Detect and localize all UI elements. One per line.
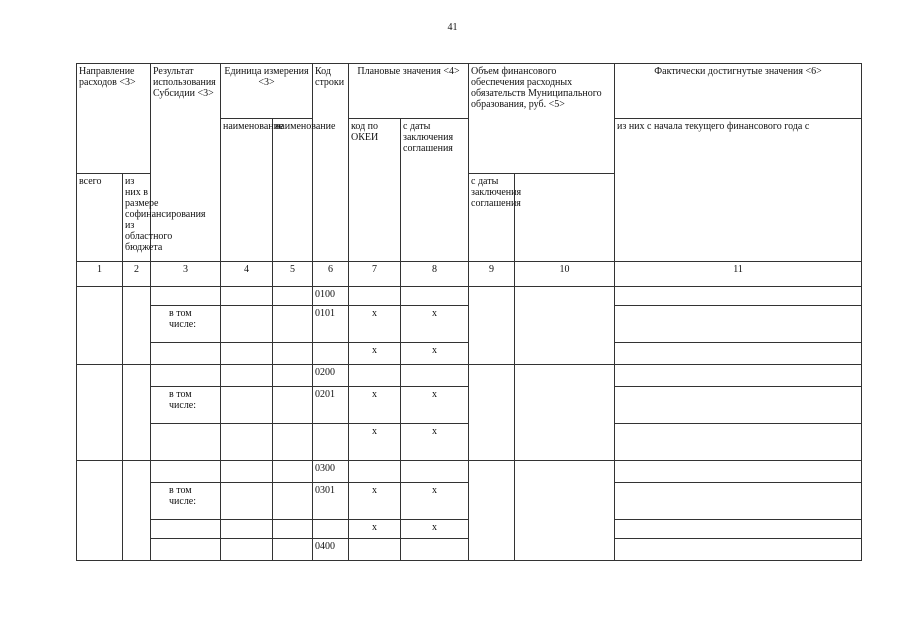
row-code: 0201 bbox=[313, 387, 349, 424]
okei-code-subheader: код по ОКЕИ bbox=[349, 119, 401, 262]
x-mark: х bbox=[401, 306, 469, 343]
table-cell bbox=[123, 461, 151, 561]
table-cell bbox=[77, 461, 123, 561]
col-code-row-header: Код строки bbox=[313, 64, 349, 262]
row-code: 0400 bbox=[313, 539, 349, 561]
col-num: 3 bbox=[151, 262, 221, 287]
table-cell bbox=[273, 306, 313, 343]
table-cell bbox=[469, 287, 515, 365]
table-cell bbox=[615, 343, 862, 365]
table-cell bbox=[615, 306, 862, 343]
table-row bbox=[77, 461, 862, 483]
col-num: 8 bbox=[401, 262, 469, 287]
table-cell bbox=[221, 520, 273, 539]
col-unit-header: Единица измерения <3> bbox=[221, 64, 313, 119]
table-cell bbox=[221, 461, 273, 483]
table-cell bbox=[273, 520, 313, 539]
table-cell bbox=[77, 365, 123, 461]
table-cell bbox=[401, 539, 469, 561]
table-cell bbox=[221, 387, 273, 424]
x-mark: х bbox=[401, 520, 469, 539]
table-cell bbox=[221, 365, 273, 387]
table-cell bbox=[349, 365, 401, 387]
table-cell bbox=[313, 520, 349, 539]
x-mark: х bbox=[349, 520, 401, 539]
table-cell bbox=[273, 365, 313, 387]
table-cell bbox=[221, 287, 273, 306]
col-num: 2 bbox=[123, 262, 151, 287]
table-cell bbox=[615, 424, 862, 461]
col-result-header: Результат использования Субсидии <3> bbox=[151, 64, 221, 262]
table-cell bbox=[151, 424, 221, 461]
table-cell bbox=[273, 539, 313, 561]
col-actual-header: Фактически достигнутые значения <6> bbox=[615, 64, 862, 119]
table-cell bbox=[151, 461, 221, 483]
name-subheader: наименование bbox=[221, 119, 273, 262]
col-num: 5 bbox=[273, 262, 313, 287]
table-cell bbox=[221, 539, 273, 561]
including-label: в том числе: bbox=[151, 306, 221, 343]
col-num: 9 bbox=[469, 262, 515, 287]
table-cell bbox=[273, 483, 313, 520]
x-mark: х bbox=[349, 483, 401, 520]
table-cell bbox=[151, 365, 221, 387]
table-cell bbox=[151, 287, 221, 306]
including-label: в том числе: bbox=[151, 483, 221, 520]
table-cell bbox=[221, 424, 273, 461]
table-cell bbox=[615, 520, 862, 539]
col-num: 6 bbox=[313, 262, 349, 287]
page-number: 41 bbox=[447, 22, 458, 33]
table-cell bbox=[151, 539, 221, 561]
table-cell bbox=[349, 461, 401, 483]
col-volume-header: Объем финансового обеспечения расходных обязательств Муниципального образования, руб. <5> bbox=[469, 64, 615, 174]
row-code: 0100 bbox=[313, 287, 349, 306]
table-cell bbox=[515, 287, 615, 365]
unit-name-subheader: наименование bbox=[273, 119, 313, 262]
row-code: 0101 bbox=[313, 306, 349, 343]
row-code: 0200 bbox=[313, 365, 349, 387]
table-cell bbox=[151, 343, 221, 365]
table-cell bbox=[349, 539, 401, 561]
table-cell bbox=[273, 424, 313, 461]
x-mark: х bbox=[349, 424, 401, 461]
table-cell bbox=[273, 343, 313, 365]
table-cell bbox=[401, 365, 469, 387]
row-code: 0300 bbox=[313, 461, 349, 483]
table-cell bbox=[615, 287, 862, 306]
row-code: 0301 bbox=[313, 483, 349, 520]
table-row bbox=[77, 365, 862, 387]
table-cell bbox=[349, 287, 401, 306]
col-num: 7 bbox=[349, 262, 401, 287]
table-cell bbox=[515, 461, 615, 561]
x-mark: х bbox=[401, 424, 469, 461]
table-cell bbox=[615, 483, 862, 520]
table-cell bbox=[615, 387, 862, 424]
table-cell bbox=[123, 287, 151, 365]
table-cell bbox=[401, 461, 469, 483]
col-num: 11 bbox=[615, 262, 862, 287]
table-cell bbox=[221, 343, 273, 365]
x-mark: х bbox=[401, 343, 469, 365]
report-form-table bbox=[76, 63, 862, 561]
table-cell bbox=[273, 461, 313, 483]
x-mark: х bbox=[401, 387, 469, 424]
table-cell bbox=[273, 287, 313, 306]
table-cell bbox=[273, 387, 313, 424]
including-label: в том числе: bbox=[151, 387, 221, 424]
table-cell bbox=[151, 520, 221, 539]
column-numbers-row bbox=[77, 262, 862, 287]
table-cell bbox=[401, 287, 469, 306]
table-cell bbox=[469, 461, 515, 561]
table-cell bbox=[123, 365, 151, 461]
table-cell bbox=[615, 365, 862, 387]
table-cell bbox=[77, 287, 123, 365]
table-cell bbox=[221, 483, 273, 520]
table-cell bbox=[615, 461, 862, 483]
col-num: 1 bbox=[77, 262, 123, 287]
from-date-subheader: с даты заключения соглашения bbox=[401, 119, 469, 262]
table-cell bbox=[313, 343, 349, 365]
x-mark: х bbox=[349, 343, 401, 365]
total-subheader: всего bbox=[77, 174, 123, 262]
col-direction-header: Направление расходов <3> bbox=[77, 64, 151, 174]
of-which-year-subheader: из них с начала текущего финансового года с bbox=[615, 119, 862, 262]
table-cell bbox=[313, 424, 349, 461]
x-mark: х bbox=[349, 387, 401, 424]
table-cell bbox=[469, 365, 515, 461]
cofin-subheader: из них в размере софинансирования из областного бюджета bbox=[123, 174, 151, 262]
table-cell bbox=[515, 365, 615, 461]
col-planned-header: Плановые значения <4> bbox=[349, 64, 469, 119]
table-cell bbox=[221, 306, 273, 343]
x-mark: х bbox=[401, 483, 469, 520]
table-cell bbox=[615, 539, 862, 561]
col-num: 10 bbox=[515, 262, 615, 287]
col-num: 4 bbox=[221, 262, 273, 287]
x-mark: х bbox=[349, 306, 401, 343]
from-agreement-subheader: с даты заключения соглашения bbox=[469, 174, 515, 262]
table-row bbox=[77, 287, 862, 306]
